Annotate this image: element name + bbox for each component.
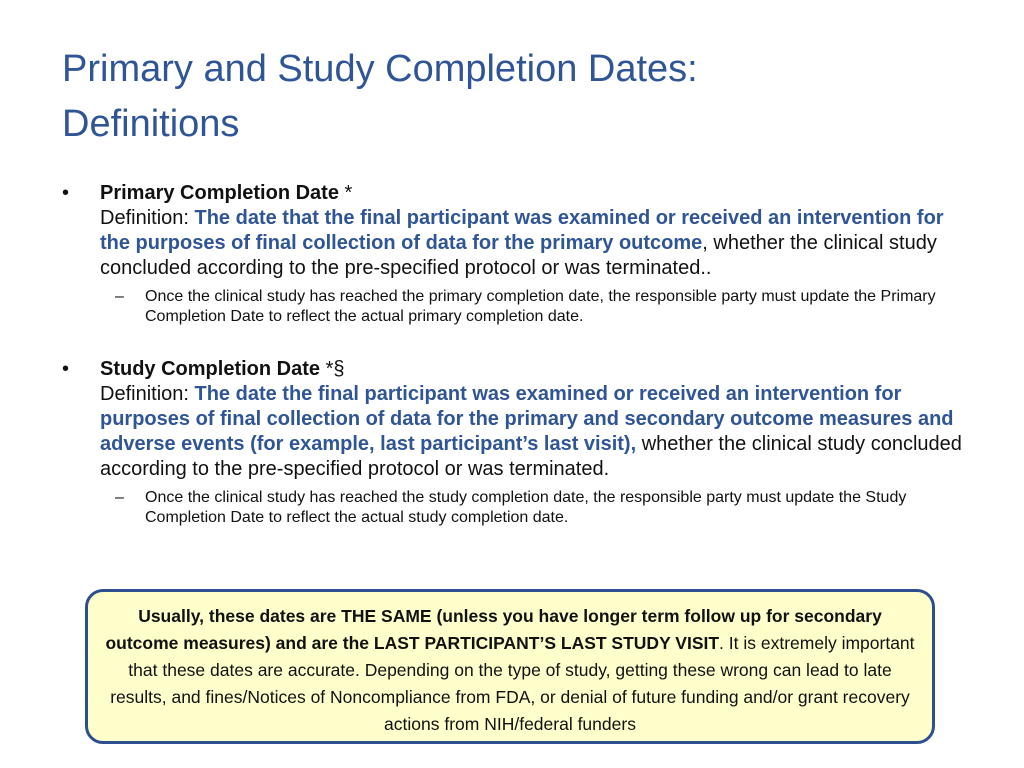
bullet-list (60, 181, 965, 528)
bullet-study-completion-date (60, 357, 965, 482)
callout-rest-text: . It is extremely important that these dates are accurate. Depending on the type of study, getting these wrong can lead to late results, and fines/Notices of Noncompliance from FDA, or denial of future funding and/or grant recovery actions from NIH/federal funders (110, 633, 915, 734)
callout-box (85, 589, 935, 744)
bullet-heading: Primary Completion Date (100, 182, 339, 204)
page-title-line-1: Primary and Study Completion Dates: (62, 48, 698, 90)
definition-label: Definition: (100, 383, 195, 405)
sub-bullet-marker: – (115, 288, 124, 305)
sub-bullet-study (60, 488, 965, 528)
sub-bullet-text: Once the clinical study has reached the study completion date, the responsible party must update the Study Completion Date to reflect the actual study completion date. (145, 489, 907, 526)
definition-bold-text: The date that the final participant was examined or received an intervention for the purposes of final collection of data for the primary outcome (100, 207, 944, 254)
callout-bold-text: Usually, these dates are THE SAME (unless you have longer term follow up for secondary outcome measures) and are the LAST PARTICIPANT’S LAST STUDY VISIT (105, 606, 882, 653)
sub-bullet-marker: – (115, 489, 124, 506)
bullet-heading-suffix: *§ (320, 358, 345, 380)
bullet-heading-line (100, 181, 965, 206)
page-title (62, 42, 962, 152)
page-title-line-2: Definitions (62, 103, 240, 145)
definition-bold-text: The date the final participant was examined or received an intervention for purposes of final collection of data for the primary and secondary outcome measures and adverse events (for example, last participant’s last visit), (100, 383, 954, 455)
bullet-marker: • (62, 358, 70, 380)
bullet-heading-line (100, 357, 965, 382)
bullet-heading-suffix: * (338, 182, 353, 204)
sub-bullet-primary (60, 287, 965, 327)
sub-bullet-text: Once the clinical study has reached the primary completion date, the responsible party must update the Primary Completion Date to reflect the actual primary completion date. (145, 288, 936, 325)
definition-rest-text: whether the clinical study concluded according to the pre-specified protocol or was terminated. (100, 433, 962, 480)
bullet-heading: Study Completion Date (100, 358, 321, 380)
definition-rest-text: , whether the clinical study concluded according to the pre-specified protocol or was terminated.. (100, 232, 937, 279)
definition-label: Definition: (100, 207, 195, 229)
spacer (60, 327, 965, 357)
bullet-marker: • (62, 182, 70, 204)
bullet-primary-completion-date (60, 181, 965, 281)
bullet-definition (100, 382, 965, 482)
bullet-definition (100, 206, 965, 281)
